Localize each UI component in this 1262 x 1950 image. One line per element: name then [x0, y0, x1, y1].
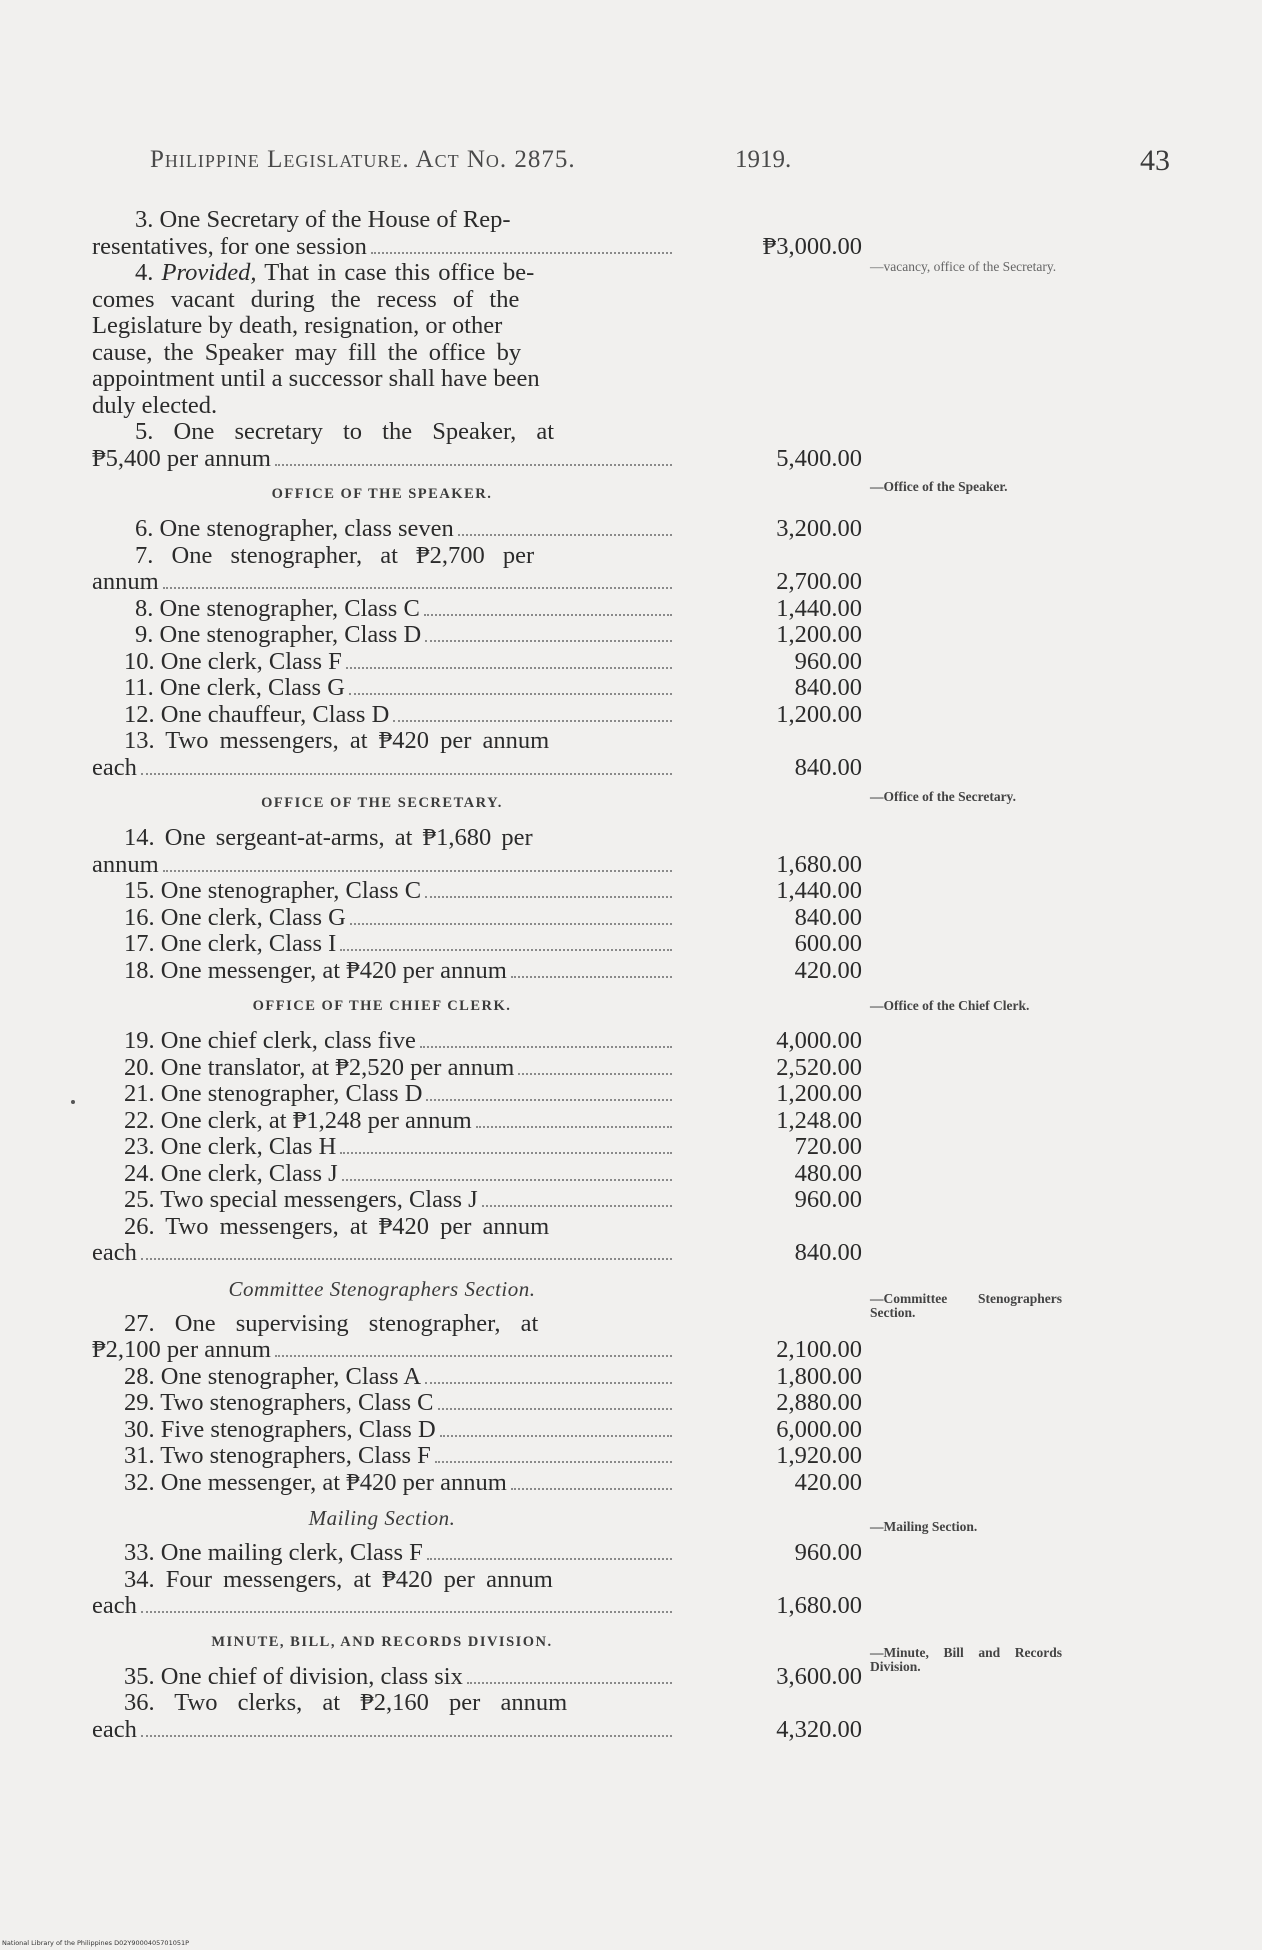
entry-31-amount: 1,920.00 — [776, 1442, 862, 1469]
entry-3-line2: resentatives, for one session ₱3,000.00 — [92, 232, 862, 260]
entry-23-amount: 720.00 — [794, 1133, 862, 1160]
entry-5-amount: 5,400.00 — [776, 444, 862, 472]
entry-17: 17. One clerk, Class I 600.00 — [124, 930, 862, 957]
entry-7-line1: 7. One stenographer, at ₱2,700 per — [135, 541, 535, 569]
entry-4-line4: cause, the Speaker may fill the office by — [92, 338, 522, 366]
section-heading-mailing: Mailing Section. — [308, 1506, 456, 1530]
entry-22-amount: 1,248.00 — [776, 1106, 862, 1134]
entry-16-amount: 840.00 — [794, 903, 862, 931]
appropriation-list — [92, 206, 862, 1743]
entry-7-amount: 2,700.00 — [776, 568, 862, 595]
scan-footer: National Library of the Philippines D02Y9000405701051P — [2, 1939, 190, 1947]
entry-26-line2: each 840.00 — [92, 1239, 862, 1266]
entry-25: 25. Two special messengers, Class J 960.00 — [124, 1186, 862, 1213]
entry-13-amount: 840.00 — [794, 753, 862, 781]
entry-16: 16. One clerk, Class G 840.00 — [124, 903, 862, 931]
entry-30-amount: 6,000.00 — [776, 1415, 862, 1443]
header-year: 1919. — [735, 146, 792, 173]
entry-21: 21. One stenographer, Class D 1,200.00 — [124, 1080, 862, 1107]
entry-36-line2: each 4,320.00 — [92, 1715, 862, 1743]
entry-17-amount: 600.00 — [794, 930, 862, 957]
entry-34-line2: each 1,680.00 — [92, 1592, 862, 1619]
entry-5-line1: 5. One secretary to the Speaker, at — [135, 418, 555, 445]
entry-22: 22. One clerk, at ₱1,248 per annum 1,248.00 — [124, 1106, 862, 1134]
entry-14-line2: annum 1,680.00 — [92, 850, 862, 878]
entry-34-amount: 1,680.00 — [776, 1592, 862, 1619]
entry-29: 29. Two stenographers, Class C 2,880.00 — [124, 1389, 862, 1416]
section-heading-speaker: OFFICE OF THE SPEAKER. — [271, 486, 493, 502]
entry-24: 24. One clerk, Class J 480.00 — [124, 1159, 862, 1187]
entry-9: 9. One stenographer, Class D 1,200.00 — [135, 621, 862, 648]
entry-29-amount: 2,880.00 — [776, 1389, 862, 1416]
entry-10: 10. One clerk, Class F 960.00 — [124, 647, 862, 675]
entry-13-line1: 13. Two messengers, at ₱420 per annum — [124, 727, 550, 754]
entry-30: 30. Five stenographers, Class D 6,000.00 — [124, 1415, 862, 1443]
entry-15: 15. One stenographer, Class C 1,440.00 — [124, 877, 862, 904]
entry-32: 32. One messenger, at ₱420 per annum 420.00 — [124, 1468, 862, 1496]
entry-4-line2: comes vacant during the recess of the — [92, 285, 520, 313]
entry-28: 28. One stenographer, Class A 1,800.00 — [124, 1362, 862, 1390]
entry-9-amount: 1,200.00 — [776, 621, 862, 648]
entry-33-amount: 960.00 — [794, 1539, 862, 1566]
entry-7-line2: annum 2,700.00 — [92, 568, 862, 595]
section-heading-secretary: OFFICE OF THE SECRETARY. — [261, 795, 503, 811]
section-heading-chief-clerk: OFFICE OF THE CHIEF CLERK. — [252, 998, 512, 1014]
entry-24-amount: 480.00 — [794, 1159, 862, 1187]
ink-speck — [71, 1100, 75, 1104]
entry-19-amount: 4,000.00 — [776, 1027, 862, 1054]
margin-note-vacancy: —vacancy, office of the Secretary. — [870, 259, 1057, 274]
entry-12: 12. One chauffeur, Class D 1,200.00 — [124, 700, 862, 728]
margin-note-chief-clerk: —Office of the Chief Clerk. — [870, 998, 1030, 1013]
entry-11: 11. One clerk, Class G 840.00 — [124, 674, 862, 701]
margin-note-speaker: —Office of the Speaker. — [870, 479, 1008, 494]
entry-26-amount: 840.00 — [794, 1239, 862, 1266]
margin-note-secretary: —Office of the Secretary. — [870, 789, 1016, 804]
entry-18: 18. One messenger, at ₱420 per annum 420.00 — [124, 956, 862, 984]
entry-20-amount: 2,520.00 — [776, 1053, 862, 1081]
entry-18-amount: 420.00 — [794, 956, 862, 984]
entry-36-amount: 4,320.00 — [776, 1715, 862, 1743]
margin-note-committee-stenographers: —Committee Stenographers Section. — [870, 1291, 1062, 1320]
entry-4-line3: Legislature by death, resignation, or other — [92, 312, 503, 339]
entry-10-amount: 960.00 — [794, 647, 862, 675]
entry-36-line1: 36. Two clerks, at ₱2,160 per annum — [124, 1689, 568, 1716]
entry-3-line1: 3. One Secretary of the House of Rep- — [135, 206, 511, 233]
entry-14-line1: 14. One sergeant-at-arms, at ₱1,680 per — [124, 824, 533, 851]
entry-13-line2: each 840.00 — [92, 753, 862, 781]
entry-12-amount: 1,200.00 — [776, 700, 862, 728]
entry-6-amount: 3,200.00 — [776, 515, 862, 542]
entry-4-line1: 4. Provided, That in case this office be- — [135, 259, 535, 286]
entry-6: 6. One stenographer, class seven 3,200.00 — [135, 515, 862, 542]
entry-3-amount: ₱3,000.00 — [762, 232, 862, 260]
entry-8-amount: 1,440.00 — [776, 594, 862, 622]
entry-35-amount: 3,600.00 — [776, 1662, 862, 1690]
entry-4-line6: duly elected. — [92, 391, 218, 419]
entry-20: 20. One translator, at ₱2,520 per annum 2,520.00 — [124, 1053, 862, 1081]
margin-note-minute-bill-records: —Minute, Bill and Records Division. — [870, 1645, 1062, 1674]
entry-23: 23. One clerk, Clas H 720.00 — [124, 1133, 862, 1160]
entry-32-amount: 420.00 — [794, 1468, 862, 1496]
entry-34-line1: 34. Four messengers, at ₱420 per annum — [124, 1565, 553, 1593]
entry-8: 8. One stenographer, Class C 1,440.00 — [135, 594, 862, 622]
section-heading-minute-bill-records: MINUTE, BILL, AND RECORDS DIVISION. — [211, 1633, 553, 1650]
entry-27-line1: 27. One supervising stenographer, at — [124, 1309, 539, 1337]
entry-28-amount: 1,800.00 — [776, 1362, 862, 1390]
entry-25-amount: 960.00 — [794, 1186, 862, 1213]
entry-27-line2: ₱2,100 per annum 2,100.00 — [92, 1336, 862, 1363]
entry-31: 31. Two stenographers, Class F 1,920.00 — [124, 1442, 862, 1469]
entry-4-line5: appointment until a successor shall have been — [92, 365, 540, 392]
entry-27-amount: 2,100.00 — [776, 1336, 862, 1363]
entry-21-amount: 1,200.00 — [776, 1080, 862, 1107]
entry-19: 19. One chief clerk, class five 4,000.00 — [124, 1027, 862, 1054]
margin-note-mailing: —Mailing Section. — [870, 1519, 978, 1534]
entry-26-line1: 26. Two messengers, at ₱420 per annum — [124, 1212, 550, 1240]
header-title: Philippine Legislature. Act No. 2875. — [150, 146, 576, 173]
entry-14-amount: 1,680.00 — [776, 850, 862, 878]
entry-5-line2: ₱5,400 per annum 5,400.00 — [92, 444, 862, 472]
running-header — [150, 146, 1170, 186]
entry-15-amount: 1,440.00 — [776, 877, 862, 904]
entry-35: 35. One chief of division, class six 3,600.00 — [124, 1662, 862, 1690]
page-number: 43 — [1140, 144, 1170, 177]
section-heading-committee-stenographers: Committee Stenographers Section. — [228, 1276, 536, 1301]
entry-33: 33. One mailing clerk, Class F 960.00 — [124, 1539, 862, 1566]
entry-11-amount: 840.00 — [794, 674, 862, 701]
